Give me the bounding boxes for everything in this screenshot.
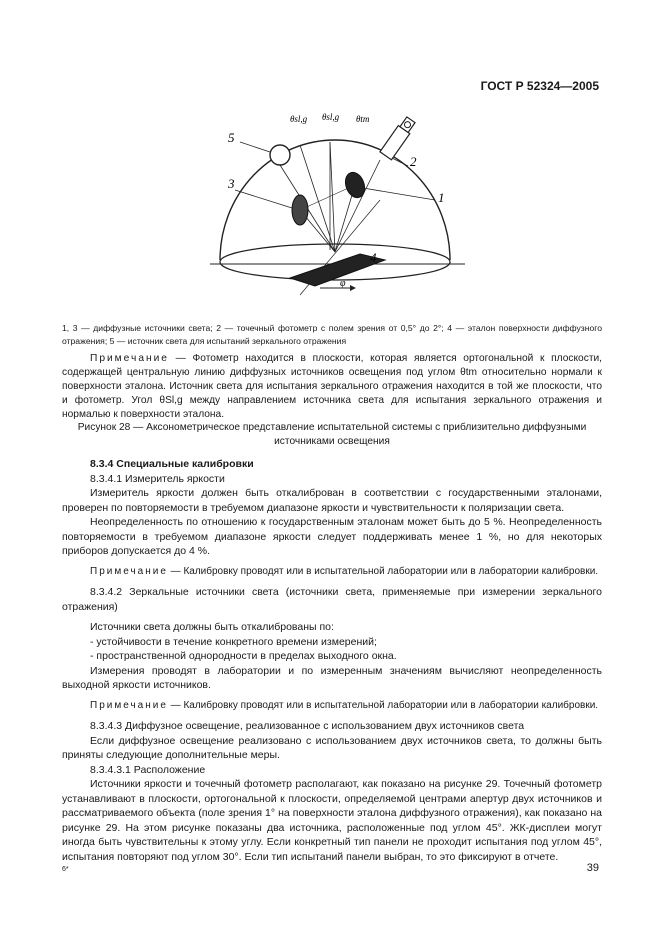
figure-legend: 1, 3 — диффузные источники света; 2 — точечный фотометр с полем зрения от 0,5° до 2°; 4 — эталон поверхности диффузного отражения; 5 — источник света для испытаний зеркального отражения: [62, 323, 602, 346]
label-5: 5: [228, 130, 235, 145]
subsection-title: 8.3.4.3 Диффузное освещение, реализованное с использованием двух источников света: [90, 720, 525, 732]
source-5-icon: [270, 145, 290, 165]
angle-label-3: θtm: [356, 114, 370, 124]
paragraph: Неопределенность по отношению к государственным эталонам может быть до 5 %. Неопределенность повторяемости в требуемом диапазоне яркости следует поддерживать менее 1 %, но для некоторых приборов допускается до 4 %.: [62, 516, 602, 557]
section-body: [62, 457, 602, 864]
paragraph: Источники яркости и точечный фотометр располагают, как показано на рисунке 29. Точечный фотометр устанавливают в плоскости, ортогональной к плоскости, определяемой центрами апертур двух источников и рассматриваемого объекта (поле зрения 1° на поверхности эталона диффузного отражения), как показано на рисунке 29. На этом рисунке показаны два источника, расположенные под углом 45°. ЖК-дисплеи могут иногда быть чувствительны к этому углу. Если конкретный тип панели не проходит испытания под углом 45°, испытания повторяют под углом 30°. Если тип испытаний панели выбран, то это фиксируют в отчете.: [62, 778, 602, 863]
diffuse-source-3-icon: [292, 195, 308, 225]
angle-label-2: θsl,g: [322, 112, 340, 122]
paragraph: Измеритель яркости должен быть откалиброван в соответствии с государственными эталонами, проверен по повторяемости в требуемом диапазоне яркости и чувствительности к поляризации света.: [62, 487, 602, 514]
figure-title: Рисунок 28 — Аксонометрическое представление испытательной системы с приблизительно диффузными источниками освещения: [77, 422, 587, 447]
document-header: ГОСТ Р 52324—2005: [480, 79, 599, 93]
paragraph: Измерения проводят в лаборатории и по измеренным значениям вычисляют неопределенность выходной яркости источников.: [62, 664, 602, 691]
bullet-item: - устойчивости в течение конкретного времени измерений;: [90, 635, 377, 648]
label-2: 2: [410, 154, 417, 169]
subsection-title: 8.3.4.2 Зеркальные источники света (источники света, применяемые при измерении зеркального отражения): [62, 586, 602, 613]
note: Примечание — Калибровку проводят или в испытательной лаборатории или в лаборатории калибровки.: [90, 699, 599, 711]
diffuse-source-1-icon: [342, 170, 368, 201]
angle-label-1: θsl,g: [290, 114, 308, 124]
subsection-title: 8.3.4.1 Измеритель яркости: [90, 472, 225, 485]
note-text: — Фотометр находится в плоскости, которая является ортогональной к плоскости, содержащей центральную линию диффузных источников освещения под углом θtm относительно нормали к поверхности эталона. Источник света для испытания зеркального отражения находится в той же плоскости, что и фотометр. Угол θSl,g между направлением источника света для испытания зеркального отражения и нормалью к поверхности эталона.: [62, 353, 602, 420]
figure-note: [62, 352, 602, 422]
label-3: 3: [228, 176, 235, 191]
paragraph: Если диффузное освещение реализовано с использованием двух источников света, то должны быть приняты следующие дополнительные меры.: [62, 734, 602, 761]
paragraph: Источники света должны быть откалиброваны по:: [90, 621, 334, 633]
label-1: 1: [438, 190, 445, 205]
axonometric-figure: [180, 100, 490, 310]
note-prefix: Примечание: [90, 353, 169, 364]
label-phi: φ: [340, 278, 346, 289]
note: Примечание — Калибровку проводят или в испытательной лаборатории или в лаборатории калибровки.: [90, 565, 599, 577]
footer-mark: 6*: [62, 866, 69, 873]
label-4: 4: [370, 250, 377, 265]
page-number: 39: [586, 862, 599, 874]
bullet-item: - пространственной однородности в пределах выходного окна.: [90, 650, 397, 662]
section-heading: 8.3.4 Специальные калибровки: [90, 458, 254, 470]
subsection-title: 8.3.4.3.1 Расположение: [90, 763, 206, 776]
